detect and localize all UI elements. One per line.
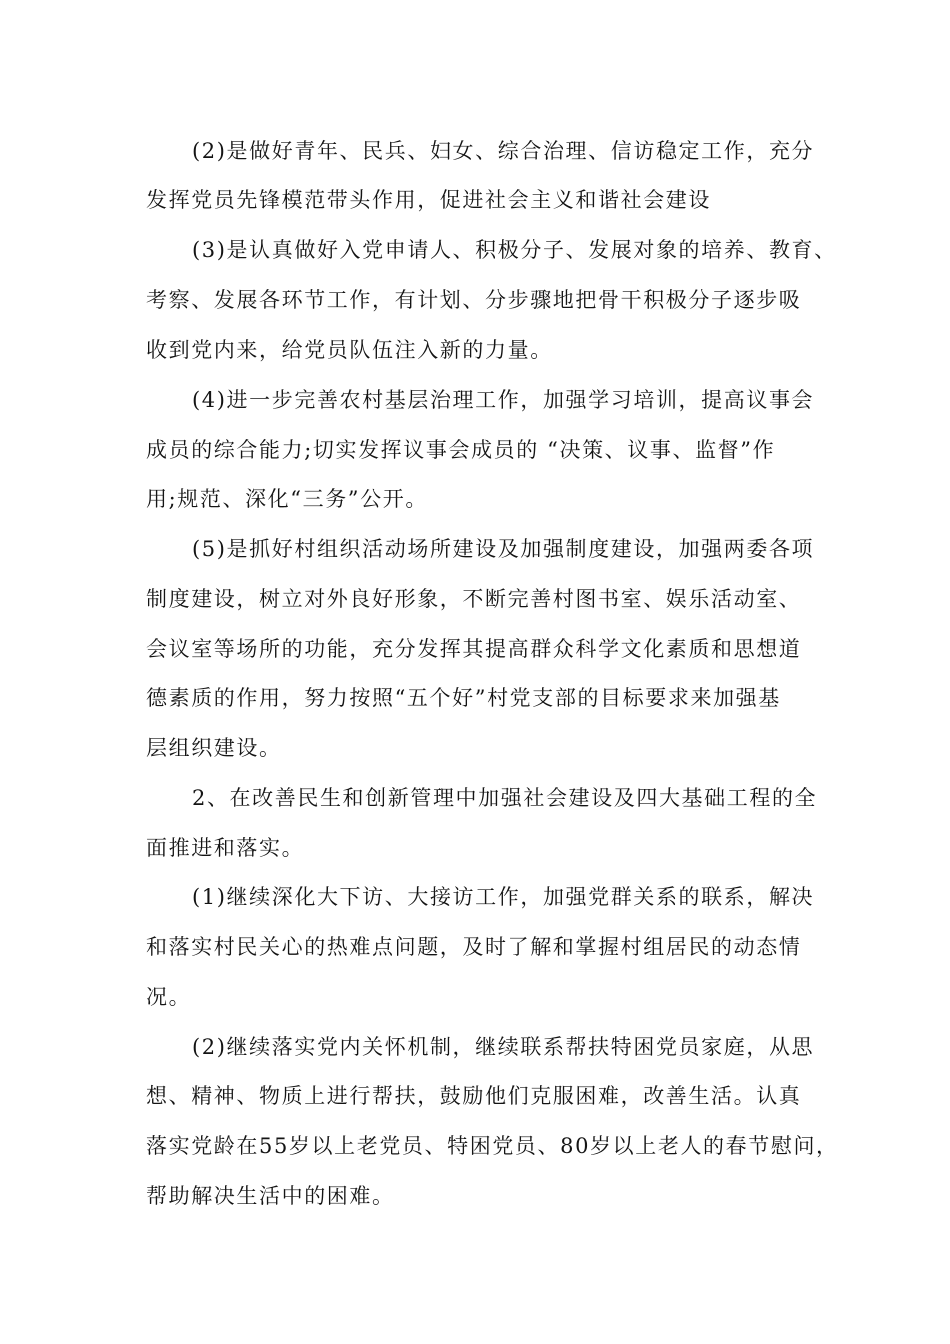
paragraph-7-line-3: 落实党龄在55岁以上老党员、特困党员、80岁以上老人的春节慰问， xyxy=(146,1134,839,1158)
paragraph-4-line-1: (5)是抓好村组织活动场所建设及加强制度建设，加强两委各项 xyxy=(192,537,815,561)
paragraph-4-line-3: 会议室等场所的功能，充分发挥其提高群众科学文化素质和思想道 xyxy=(146,637,802,661)
paragraph-3-line-3: 用;规范、深化“三务”公开。 xyxy=(146,487,428,511)
paragraph-1-line-2: 发挥党员先锋模范带头作用，促进社会主义和谐社会建设 xyxy=(146,188,711,212)
paragraph-4-line-5: 层组织建设。 xyxy=(146,736,282,760)
paragraph-5-line-2: 面推进和落实。 xyxy=(146,836,305,860)
paragraph-4-line-2: 制度建设，树立对外良好形象，不断完善村图书室、娱乐活动室、 xyxy=(146,587,802,611)
paragraph-5-line-1: 2、在改善民生和创新管理中加强社会建设及四大基础工程的全 xyxy=(192,786,818,810)
paragraph-6-line-3: 况。 xyxy=(146,985,192,1009)
paragraph-7-line-1: (2)继续落实党内关怀机制，继续联系帮扶特困党员家庭，从思 xyxy=(192,1035,815,1059)
paragraph-2-line-1: (3)是认真做好入党申请人、积极分子、发展对象的培养、教育、 xyxy=(192,238,837,262)
paragraph-1-line-1: (2)是做好青年、民兵、妇女、综合治理、信访稳定工作，充分 xyxy=(192,139,815,163)
paragraph-6-line-1: (1)继续深化大下访、大接访工作，加强党群关系的联系，解决 xyxy=(192,885,815,909)
paragraph-6-line-2: 和落实村民关心的热难点问题，及时了解和掌握村组居民的动态情 xyxy=(146,935,802,959)
paragraph-3-line-1: (4)进一步完善农村基层治理工作，加强学习培训，提高议事会 xyxy=(192,388,815,412)
paragraph-2-line-2: 考察、发展各环节工作，有计划、分步骤地把骨干积极分子逐步吸 xyxy=(146,288,802,312)
paragraph-7-line-2: 想、精神、物质上进行帮扶，鼓励他们克服困难，改善生活。认真 xyxy=(146,1084,802,1108)
paragraph-3-line-2: 成员的综合能力;切实发挥议事会成员的 “决策、议事、监督”作 xyxy=(146,438,776,462)
paragraph-2-line-3: 收到党内来，给党员队伍注入新的力量。 xyxy=(146,338,553,362)
paragraph-4-line-4: 德素质的作用，努力按照“五个好”村党支部的目标要求来加强基 xyxy=(146,686,781,710)
paragraph-7-line-4: 帮助解决生活中的困难。 xyxy=(146,1184,395,1208)
